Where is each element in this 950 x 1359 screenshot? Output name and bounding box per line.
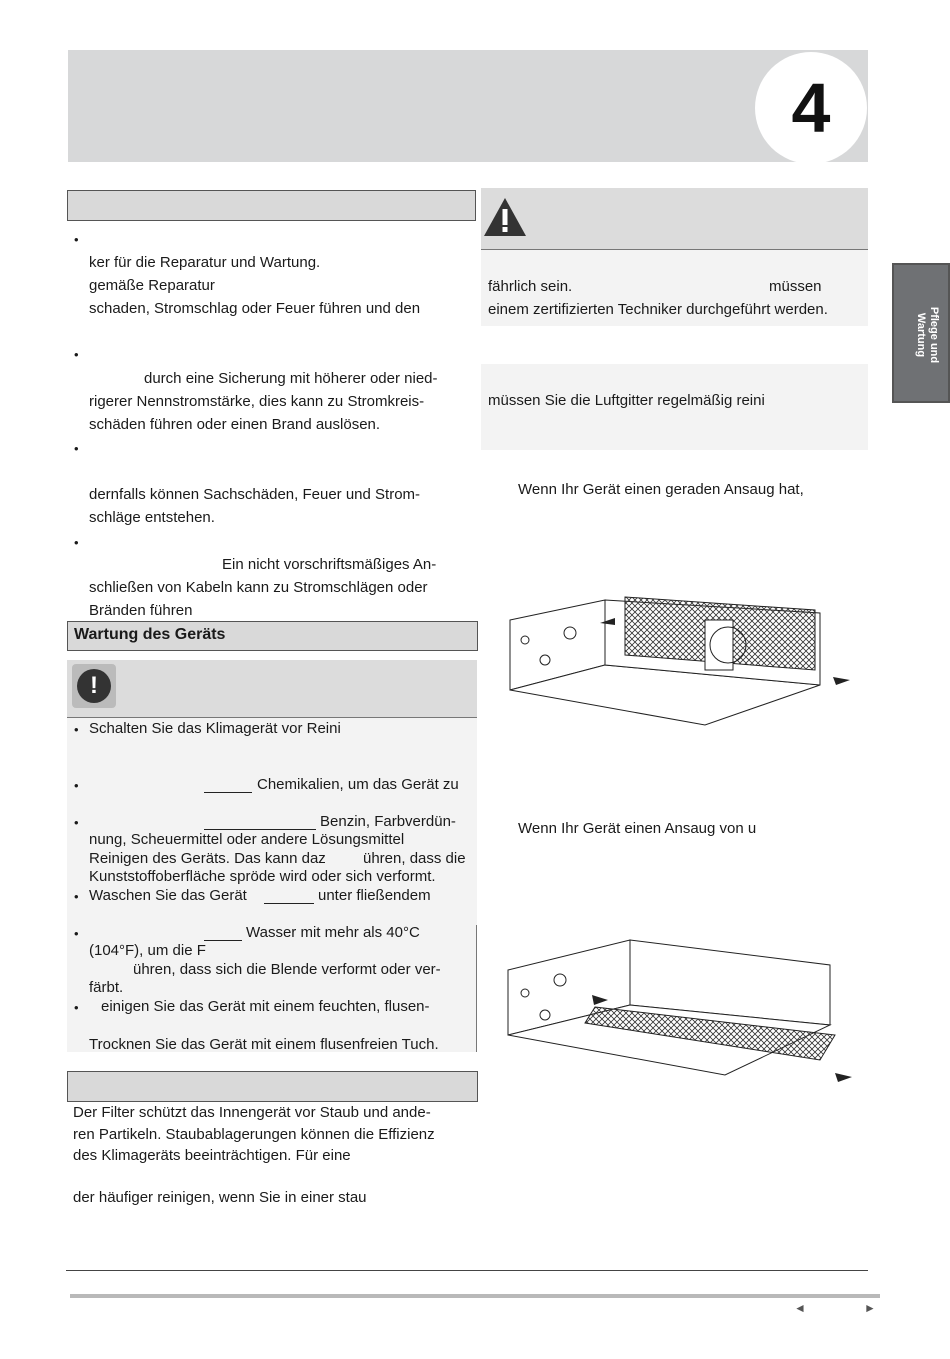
notice-body-edge [476, 925, 477, 1052]
warn-line: schäden führen oder einen Brand auslösen. [89, 416, 381, 433]
intake-straight-caption: Wenn Ihr Gerät einen geraden Ansaug hat, [518, 481, 804, 498]
filter-line: des Klimageräts beeinträchtigen. Für eine [73, 1147, 351, 1164]
warn-line: durch eine Sicherung mit höherer oder nied- [144, 370, 438, 387]
filter-line: der häufiger reinigen, wenn Sie in einer stau [73, 1189, 367, 1206]
maint-line: Benzin, Farbverdün- [320, 813, 456, 830]
warn-line: Ein nicht vorschriftsmäßiges An- [222, 556, 437, 573]
side-tab-line1: Pflege und [928, 306, 940, 364]
filter-line: Der Filter schützt das Innengerät vor Staub und ande- [73, 1104, 431, 1121]
chapter-number: 4 [791, 69, 831, 147]
maintenance-heading-bar [67, 621, 478, 651]
blank-line [264, 889, 314, 904]
warn-line: schläge entstehen. [89, 509, 215, 526]
maint-line: Chemikalien, um das Gerät zu [257, 776, 459, 793]
maint-line: Reinigen des Geräts. Das kann daz [89, 850, 326, 867]
caution-line: einem zertifizierten Techniker durchgeführt werden. [488, 301, 828, 318]
bullet: • [74, 926, 79, 941]
footer-bar [70, 1294, 880, 1298]
maint-line: Kunststoffoberfläche spröde wird oder sich verformt. [89, 868, 436, 885]
bullet: • [74, 441, 79, 456]
caution-line: müssen [769, 278, 822, 295]
maint-line: nung, Scheuermittel oder andere Lösungsmittel [89, 831, 405, 848]
blank-line [204, 778, 252, 793]
side-tab-label [880, 290, 950, 380]
warn-line: dernfalls können Sachschäden, Feuer und Strom- [89, 486, 421, 503]
notice-icon: ! [77, 669, 111, 703]
maint-line: Schalten Sie das Klimagerät vor Reini [89, 720, 341, 737]
warn-line: Bränden führen [89, 602, 193, 619]
blank-line [204, 815, 316, 830]
maint-line: ühren, dass sich die Blende verformt oder ver- [133, 961, 441, 978]
bullet: • [74, 778, 79, 793]
bullet: • [74, 535, 79, 550]
warning-triangle-icon [482, 196, 528, 238]
bullet: • [74, 347, 79, 362]
bullet: • [74, 1000, 79, 1015]
maint-line: unter fließendem [318, 887, 431, 904]
filter-line: ren Partikeln. Staubablagerungen können die Effizienz [73, 1126, 435, 1143]
maint-line: färbt. [89, 979, 124, 996]
bullet: • [74, 722, 79, 737]
grille-note-line: müssen Sie die Luftgitter regelmäßig reini [488, 392, 765, 409]
maint-line: ühren, dass die [363, 850, 466, 867]
caution-header-box [481, 188, 868, 249]
footer-rule [66, 1270, 868, 1271]
prev-page-icon[interactable]: ◄ [794, 1301, 806, 1315]
bullet: • [74, 889, 79, 904]
caution-line: fährlich sein. [488, 278, 573, 295]
blank-line [204, 926, 242, 941]
warn-line: schaden, Stromschlag oder Feuer führen und den [89, 300, 421, 317]
warn-line: ker für die Reparatur und Wartung. [89, 254, 321, 271]
side-tab-line2: Wartung [915, 312, 927, 358]
maint-line: einigen Sie das Gerät mit einem feuchten, flusen- [101, 998, 430, 1015]
safety-section-bar [67, 190, 476, 221]
maint-line: Waschen Sie das Gerät [89, 887, 247, 904]
chapter-header-band [68, 50, 868, 162]
filter-section-bar [67, 1071, 478, 1102]
warn-line: gemäße Reparatur [89, 277, 215, 294]
notice-header-box [67, 660, 477, 717]
maint-line: (104°F), um die F [89, 942, 206, 959]
maint-line: Wasser mit mehr als 40°C [246, 924, 420, 941]
maint-line: Trocknen Sie das Gerät mit einem flusenfreien Tuch. [89, 1036, 439, 1053]
next-page-icon[interactable]: ► [864, 1301, 876, 1315]
maintenance-heading: Wartung des Geräts [74, 626, 226, 643]
bullet: • [74, 815, 79, 830]
warn-line: schließen von Kabeln kann zu Stromschlägen oder [89, 579, 428, 596]
unit-bottom-intake-illustration [500, 935, 860, 1085]
bullet: • [74, 232, 79, 247]
intake-bottom-caption: Wenn Ihr Gerät einen Ansaug von u [518, 820, 757, 837]
warn-line: rigerer Nennstromstärke, dies kann zu Stromkreis- [89, 393, 425, 410]
unit-straight-intake-illustration [500, 585, 855, 730]
